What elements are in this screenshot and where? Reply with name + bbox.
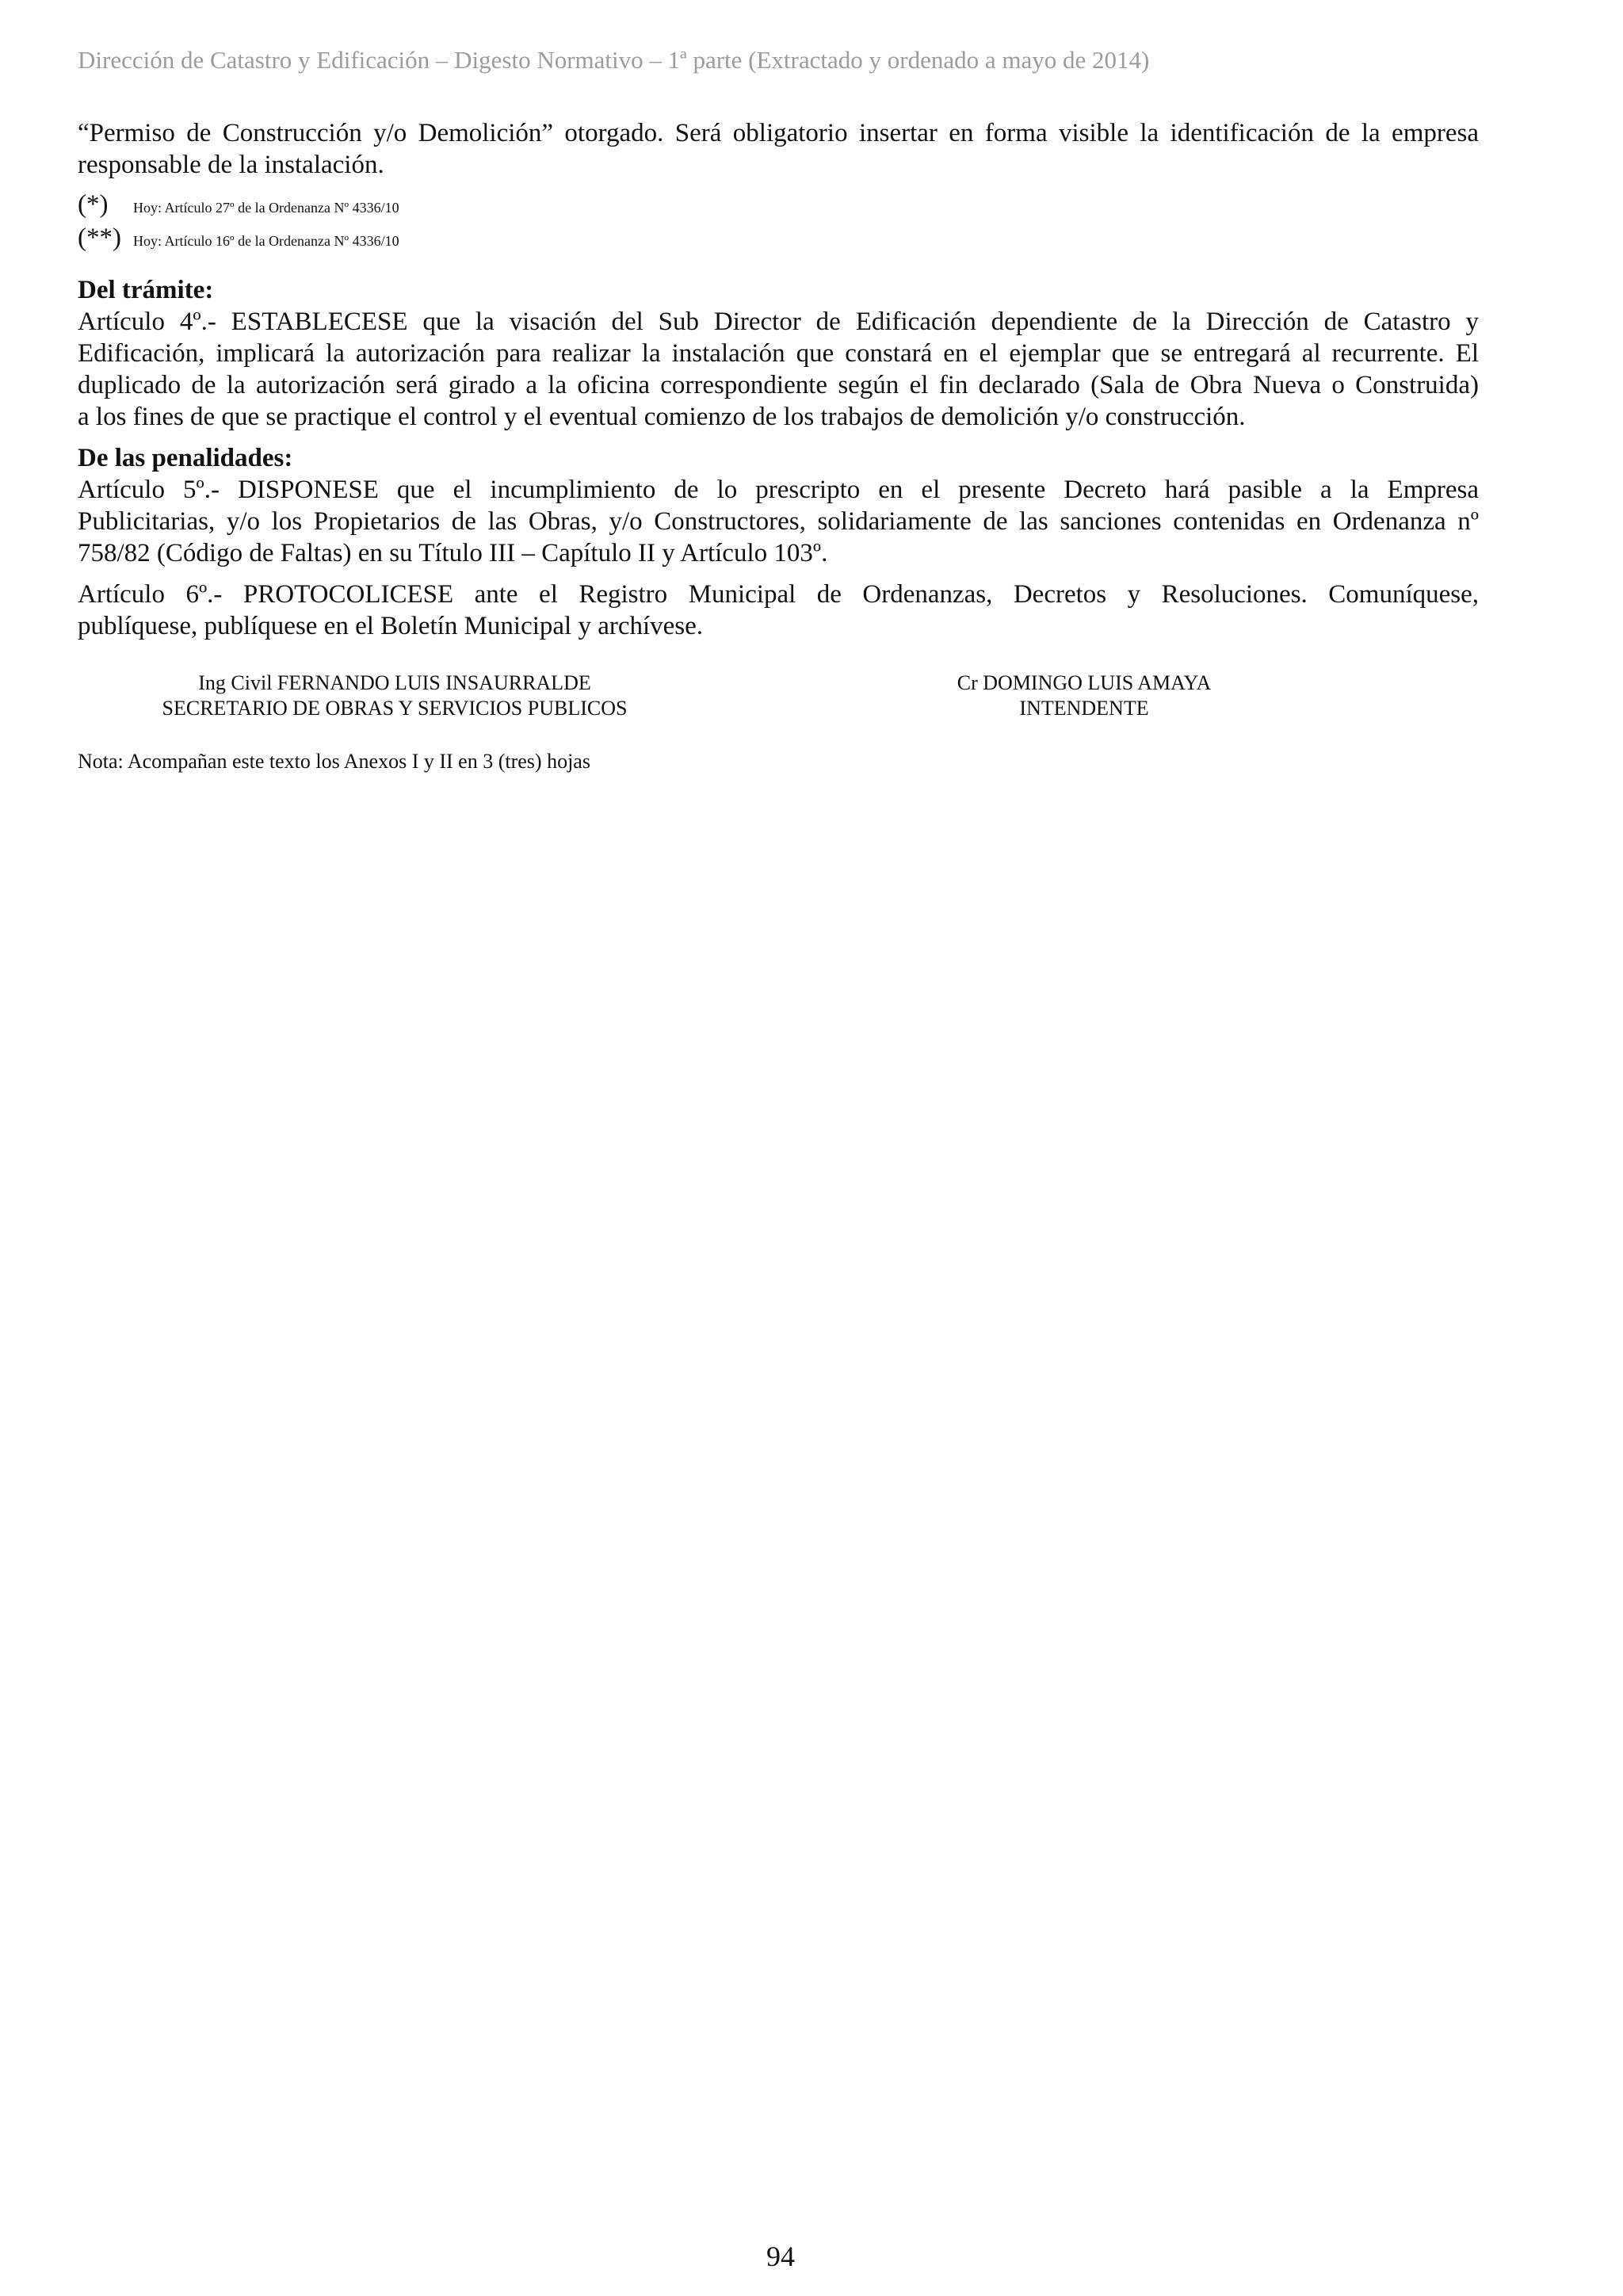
signatory-name: Cr DOMINGO LUIS AMAYA	[957, 671, 1212, 694]
intro-line-2: responsable de la instalación.	[78, 151, 384, 179]
footnote-1	[78, 190, 1479, 223]
section-heading-tramite: Del trámite:	[78, 276, 214, 304]
signatory-title: INTENDENTE	[1019, 697, 1149, 720]
footnote-text: Hoy: Artículo 27º de la Ordenanza Nº 4336/10	[133, 200, 399, 216]
footnote-mark: (*)	[78, 190, 109, 219]
signatory-title: SECRETARIO DE OBRAS Y SERVICIOS PUBLICOS	[162, 697, 628, 720]
footnote-text: Hoy: Artículo 16º de la Ordenanza Nº 4336/10	[133, 233, 399, 249]
article-5-line-1: Artículo 5º.- DISPONESE que el incumplimiento de lo prescripto en el presente Decreto hará pasible a la Empresa	[78, 476, 1479, 504]
article-4-line-1: Artículo 4º.- ESTABLECESE que la visación del Sub Director de Edificación dependiente de la Dirección de Catastro y	[78, 308, 1479, 336]
signature-block	[78, 670, 1479, 726]
signature-intendente	[870, 670, 1298, 721]
signatory-name: Ing Civil FERNANDO LUIS INSAURRALDE	[198, 671, 591, 694]
article-4-line-2: Edificación, implicará la autorización para realizar la instalación que constará en el ejemplar que se entregará al recurrente. El	[78, 339, 1479, 368]
article-5-line-3: 758/82 (Código de Faltas) en su Título III – Capítulo II y Artículo 103º.	[78, 539, 828, 567]
intro-line-1: “Permiso de Construcción y/o Demolición” otorgado. Será obligatorio insertar en forma visible la identificación de la empresa	[78, 119, 1479, 147]
footnote-2	[78, 223, 1479, 257]
document-body	[78, 117, 1479, 642]
article-6-line-1: Artículo 6º.- PROTOCOLICESE ante el Registro Municipal de Ordenanzas, Decretos y Resoluciones. Comuníquese,	[78, 580, 1479, 609]
signature-secretario	[157, 670, 632, 721]
article-6-line-2: publíquese, publíquese en el Boletín Municipal y archívese.	[78, 612, 704, 640]
footnote-mark: (**)	[78, 223, 121, 252]
page-number: 94	[766, 2241, 795, 2272]
article-4-line-3: duplicado de la autorización será girado a la oficina correspondiente según el fin declarado (Sala de Obra Nueva o Construida)	[78, 371, 1479, 399]
article-4-line-4: a los fines de que se practique el control y el eventual comienzo de los trabajos de demolición y/o construcción.	[78, 403, 1246, 431]
article-5-line-2: Publicitarias, y/o los Propietarios de las Obras, y/o Constructores, solidariamente de las sanciones contenidas en Ordenanza nº	[78, 507, 1479, 536]
annex-note: Nota: Acompañan este texto los Anexos I y II en 3 (tres) hojas	[78, 750, 590, 773]
running-header: Dirección de Catastro y Edificación – Digesto Normativo – 1ª parte (Extractado y ordenado a mayo de 2014)	[78, 46, 1150, 74]
section-heading-penalidades: De las penalidades:	[78, 444, 293, 472]
